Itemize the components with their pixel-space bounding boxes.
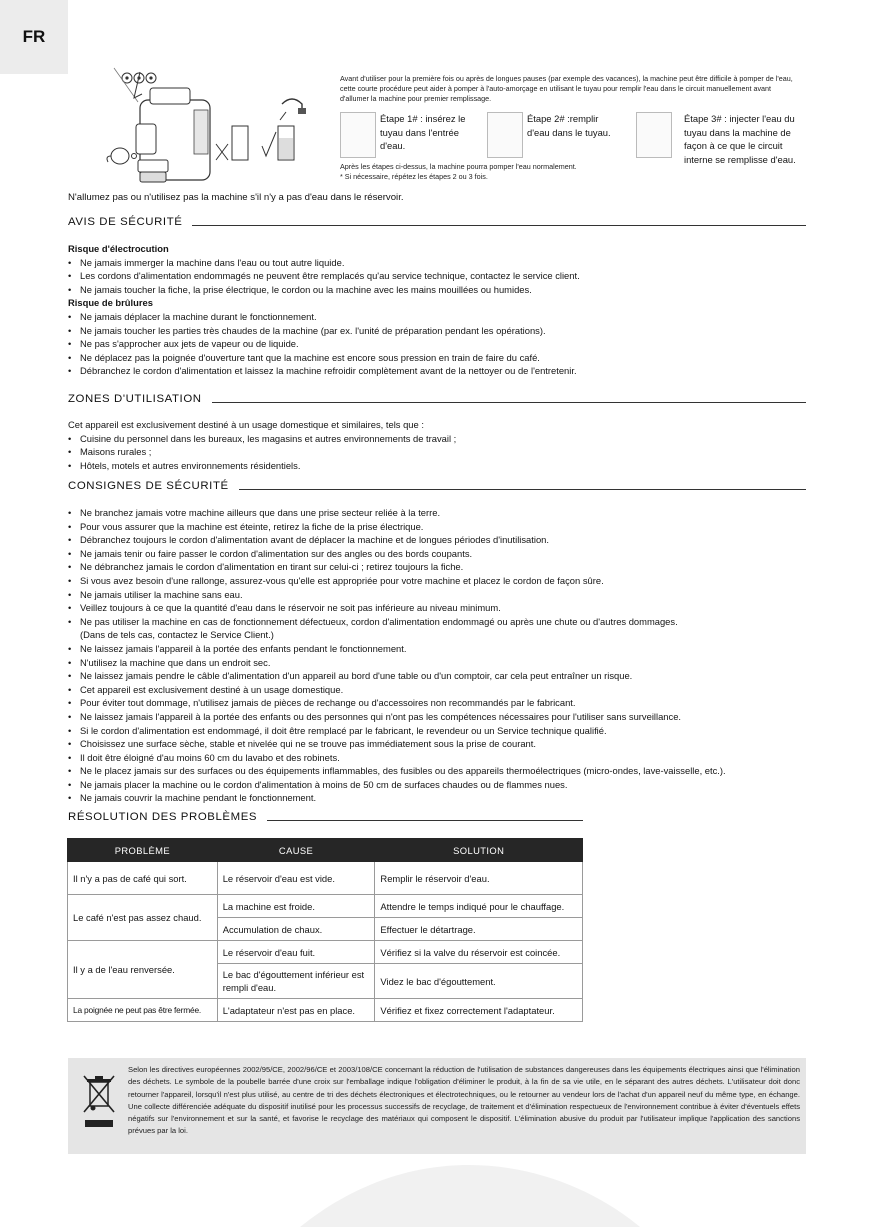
section-troubleshooting-heading <box>68 811 583 823</box>
problem-cell: Il y a de l'eau renversée. <box>68 941 218 999</box>
solution-cell: Attendre le temps indiqué pour le chauffage. <box>375 895 583 918</box>
burn-risk-title: Risque de brûlures <box>68 297 153 309</box>
cause-cell: Le réservoir d'eau fuit. <box>217 941 375 964</box>
list-item: • Les cordons d'alimentation endommagés ne peuvent être remplacés qu'au service technique, contactez le service client. <box>68 269 808 283</box>
section-troubleshooting-title: RÉSOLUTION DES PROBLÈMES <box>68 811 258 823</box>
list-item: • Si vous avez besoin d'une rallonge, assurez-vous qu'elle est appropriée pour votre machine et placez le cordon de façon sûre. <box>68 574 808 588</box>
zones-list <box>68 432 808 473</box>
list-item: • Ne jamais placer la machine ou le cordon d'alimentation à moins de 50 cm de surfaces chaudes ou de flammes nues. <box>68 778 808 792</box>
table-row <box>68 862 583 895</box>
consignes-section <box>68 506 808 805</box>
header-solution: SOLUTION <box>375 839 583 862</box>
list-item: • Ne jamais tenir ou faire passer le cordon d'alimentation sur des angles ou des bords coupants. <box>68 547 808 561</box>
list-item-continuation: (Dans de tels cas, contactez le Service Client.) <box>80 629 274 641</box>
elec-risk-list <box>68 256 808 297</box>
list-item: • Cuisine du personnel dans les bureaux, les magasins et autres environnements de travail ; <box>68 432 808 446</box>
list-item: • Ne pas utiliser la machine en cas de fonctionnement défectueux, cordon d'alimentation endommagé ou après une chute ou d'autres dommages. <box>68 615 808 629</box>
solution-cell: Remplir le réservoir d'eau. <box>375 862 583 895</box>
language-label: FR <box>22 27 46 46</box>
list-item: • Ne jamais couvrir la machine pendant le fonctionnement. <box>68 791 808 805</box>
table-row <box>68 941 583 964</box>
problem-cell: La poignée ne peut pas être fermée. <box>68 999 218 1022</box>
table-row <box>68 895 583 918</box>
list-item: • Ne laissez jamais l'appareil à la portée des enfants ou des personnes qui n'ont pas les compétences nécessaires pour l'utiliser sans surveillance. <box>68 710 808 724</box>
weee-notice <box>68 1058 806 1154</box>
cause-cell: Le réservoir d'eau est vide. <box>217 862 375 895</box>
list-item: • Maisons rurales ; <box>68 445 808 459</box>
list-item: • Ne jamais déplacer la machine durant le fonctionnement. <box>68 310 808 324</box>
solution-cell: Vérifiez et fixez correctement l'adaptateur. <box>375 999 583 1022</box>
step-1-image <box>340 112 376 158</box>
weee-text: Selon les directives européennes 2002/95/CE, 2002/96/CE et 2003/108/CE concernant la réduction de l'utilisation de substances dangereuses dans les équipements électriques ainsi que l'élimination des déchets. Le symbole de la poubelle barrée d'une croix sur l'emballage indique l'obligation d'éliminer le produit, à la fin de sa vie utile, en le séparant des autres déchets. L'utilisateur doit donc retourner l'appareil, lorsqu'il n'est plus utilisé, au centre de tri des déchets électroniques et électrotechniques, ou le retourner au vendeur lors de l'achat d'un appareil neuf du même type, en échange. Une collecte différenciée adéquate du dispositif inutilisé pour les processus successifs de recyclage, de traitement et d'élimination respectueux de l'environnement contribue à éviter d'éventuels effets négatifs sur l'environnement et sur la santé, et favorise le recyclage des matériaux qui composent le dispositif. L'élimination abusive du produit par l'utilisateur implique l'application des sanctions prévues par la loi. <box>128 1065 800 1136</box>
list-item: • Ne laissez jamais pendre le câble d'alimentation d'un appareil au bord d'une table ou d'un comptoir, car cela peut entraîner un risque. <box>68 669 808 683</box>
list-item: • Il doit être éloigné d'au moins 60 cm du lavabo et des robinets. <box>68 751 808 765</box>
zones-section <box>68 418 808 472</box>
troubleshooting-table <box>67 838 583 1022</box>
list-item: • Ne branchez jamais votre machine ailleurs que dans une prise secteur reliée à la terre. <box>68 506 808 520</box>
section-zones-title: ZONES D'UTILISATION <box>68 393 202 405</box>
zones-intro: Cet appareil est exclusivement destiné à un usage domestique et similaires, tels que : <box>68 419 424 430</box>
list-item: • Ne jamais utiliser la machine sans eau. <box>68 588 808 602</box>
list-item: • Ne jamais immerger la machine dans l'eau ou tout autre liquide. <box>68 256 808 270</box>
cause-cell: La machine est froide. <box>217 895 375 918</box>
list-item: • Ne pas s'approcher aux jets de vapeur ou de liquide. <box>68 337 808 351</box>
cause-cell: L'adaptateur n'est pas en place. <box>217 999 375 1022</box>
section-divider <box>267 820 583 821</box>
list-item: • Pour éviter tout dommage, n'utilisez jamais de pièces de rechange ou d'accessoires non recommandés par le fabricant. <box>68 696 808 710</box>
list-item: • Hôtels, motels et autres environnements résidentiels. <box>68 459 808 473</box>
section-divider <box>212 402 806 403</box>
crossed-bin-icon <box>82 1074 116 1132</box>
cause-cell: Accumulation de chaux. <box>217 918 375 941</box>
list-item: • Ne laissez jamais l'appareil à la portée des enfants pendant le fonctionnement. <box>68 642 808 656</box>
problem-cell: Le café n'est pas assez chaud. <box>68 895 218 941</box>
section-consignes-title: CONSIGNES DE SÉCURITÉ <box>68 480 229 492</box>
cause-cell: Le bac d'égouttement inférieur est rempli d'eau. <box>217 964 375 999</box>
list-item: • Débranchez toujours le cordon d'alimentation avant de déplacer la machine et de longues périodes d'inutilisation. <box>68 533 808 547</box>
machine-illustration <box>100 64 320 194</box>
list-item: • Pour vous assurer que la machine est éteinte, retirez la fiche de la prise électrique. <box>68 520 808 534</box>
section-avis-heading <box>68 216 806 228</box>
primer-after-line-2: * Si nécessaire, répétez les étapes 2 ou 3 fois. <box>340 171 488 181</box>
list-item: • Ne le placez jamais sur des surfaces ou des équipements inflammables, des fusibles ou des appareils thermoélectriques (micro-ondes, lave-vaisselle, etc.). <box>68 764 808 778</box>
step-1-text: Étape 1# : insérez le tuyau dans l'entrée d'eau. <box>380 113 466 152</box>
list-item: • Ne jamais toucher les parties très chaudes de la machine (par ex. l'unité de préparation pendant les opérations). <box>68 324 808 338</box>
burn-risk-list <box>68 310 808 378</box>
step-2-text: Étape 2# :remplir d'eau dans le tuyau. <box>527 113 611 138</box>
header-cause: CAUSE <box>217 839 375 862</box>
avis-section <box>68 242 808 378</box>
list-item: • Ne déplacez pas la poignée d'ouverture tant que la machine est encore sous pression en train de faire du café. <box>68 351 808 365</box>
list-item: • Si le cordon d'alimentation est endommagé, il doit être remplacé par le fabricant, le revendeur ou un Service technique qualifié. <box>68 724 808 738</box>
section-divider <box>239 489 806 490</box>
step-3-image <box>636 112 672 158</box>
section-avis-title: AVIS DE SÉCURITÉ <box>68 216 183 228</box>
primer-intro: Avant d'utiliser pour la première fois ou après de longues pauses (par exemple des vacances), la machine peut être difficile à pomper de l'eau, cette courte procédure peut aider à pomper à l'auto-amorçage en utilisant le tuyau pour remplir l'eau dans le circuit manuellement avant d'allumer la machine pour premier remplissage. <box>340 74 793 103</box>
step-3-text: Étape 3# : injecter l'eau du tuyau dans la machine de façon à ce que le circuit interne se remplisse d'eau. <box>684 113 796 165</box>
list-item: • Veillez toujours à ce que la quantité d'eau dans le réservoir ne soit pas inférieure au niveau minimum. <box>68 601 808 615</box>
section-divider <box>192 225 806 226</box>
list-item: • Cet appareil est exclusivement destiné à un usage domestique. <box>68 683 808 697</box>
solution-cell: Vérifiez si la valve du réservoir est coincée. <box>375 941 583 964</box>
consignes-list <box>68 506 808 805</box>
list-item: • Ne débranchez jamais le cordon d'alimentation en tirant sur celui-ci ; retirez toujours la fiche. <box>68 560 808 574</box>
step-2-image <box>487 112 523 158</box>
header-probleme: PROBLÈME <box>68 839 218 862</box>
list-item: • Choisissez une surface sèche, stable et nivelée qui ne se trouve pas immédiatement sous la prise de courant. <box>68 737 808 751</box>
table-header-row <box>68 839 583 862</box>
section-zones-heading <box>68 393 806 405</box>
primer-after <box>340 162 800 181</box>
problem-cell: Il n'y a pas de café qui sort. <box>68 862 218 895</box>
list-item: • Débranchez le cordon d'alimentation et laissez la machine refroidir complètement avant de la nettoyer ou de l'entretenir. <box>68 364 808 378</box>
elec-risk-title: Risque d'électrocution <box>68 243 169 254</box>
list-item: • Ne jamais toucher la fiche, la prise électrique, le cordon ou la machine avec les mains mouillées ou humides. <box>68 283 808 297</box>
language-tab <box>0 0 68 74</box>
primer-after-line-1: Après les étapes ci-dessus, la machine pourra pomper l'eau normalement. <box>340 162 577 171</box>
water-warning: N'allumez pas ou n'utilisez pas la machine s'il n'y a pas d'eau dans le réservoir. <box>68 192 404 203</box>
solution-cell: Effectuer le détartrage. <box>375 918 583 941</box>
solution-cell: Videz le bac d'égouttement. <box>375 964 583 999</box>
section-consignes-heading <box>68 480 806 492</box>
table-row <box>68 999 583 1022</box>
list-item: • N'utilisez la machine que dans un endroit sec. <box>68 656 808 670</box>
